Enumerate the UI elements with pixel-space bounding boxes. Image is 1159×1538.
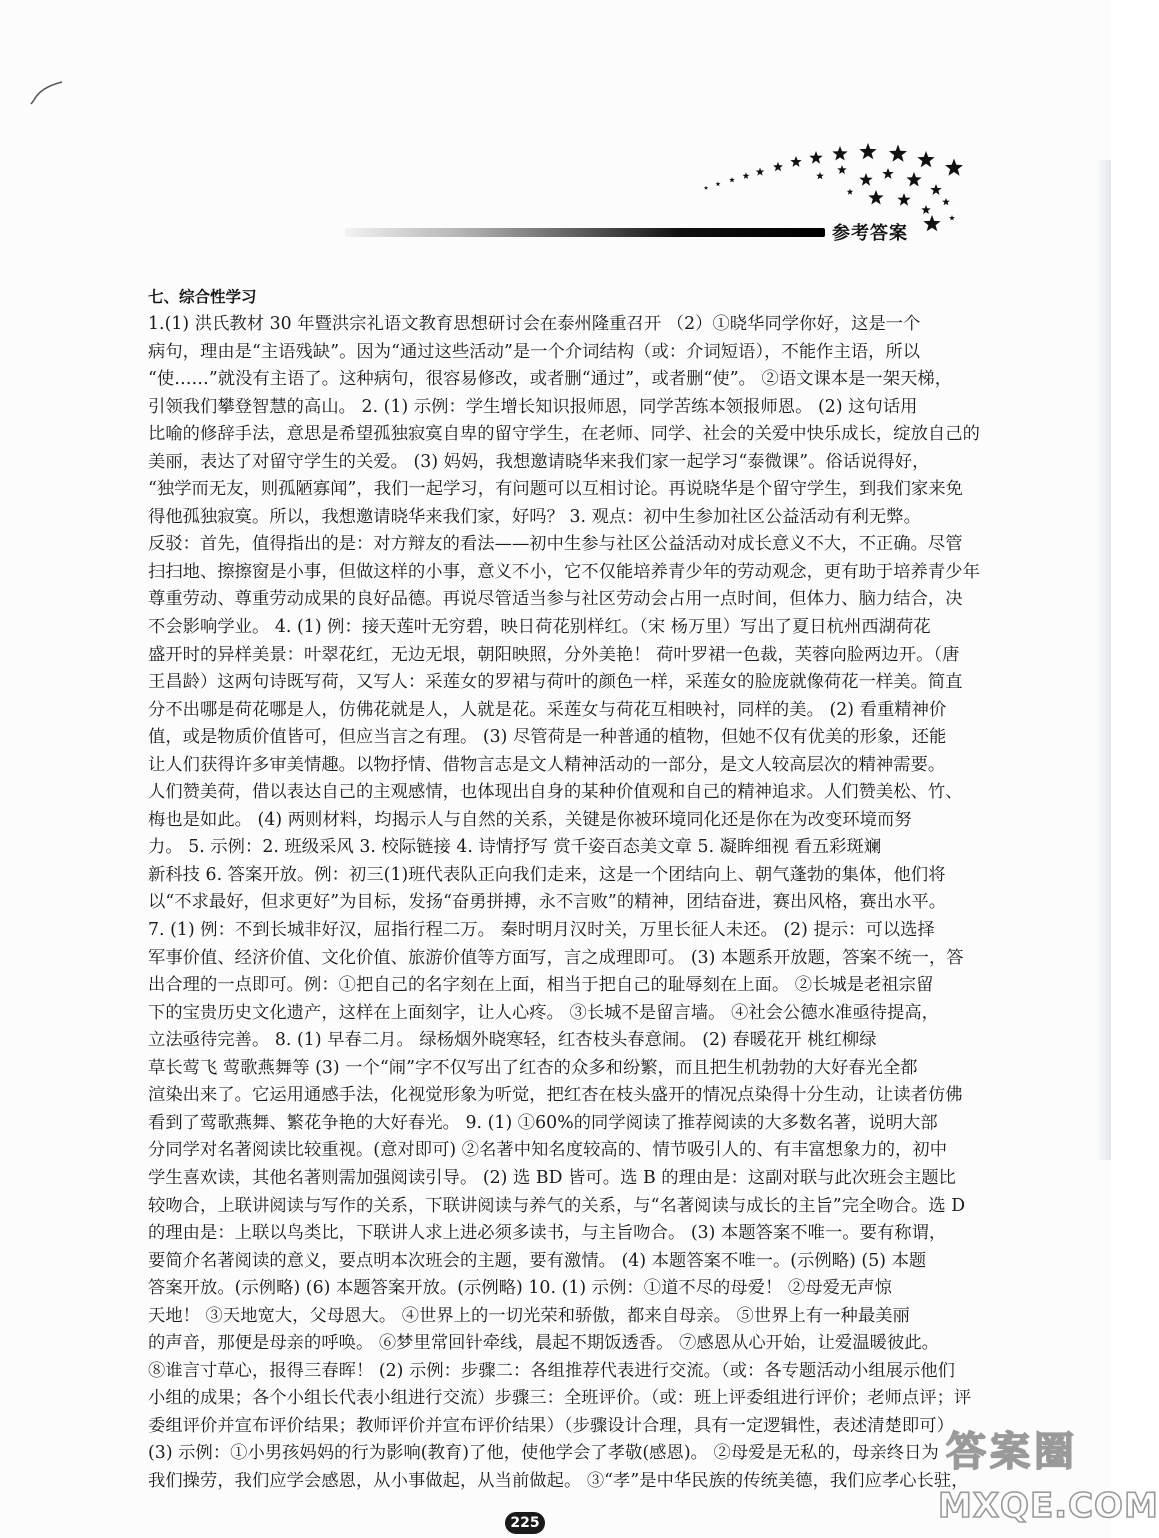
star-shape bbox=[923, 215, 940, 231]
text-line: 美丽，表达了对留守学生的关爱。 (3) 妈妈，我想邀请晓华来我们家一起学习“泰微课”。俗话说得好， bbox=[148, 451, 930, 472]
text-line: 我们操劳，我们应学会感恩，从小事做起，从当前做起。 ③“孝”是中华民族的传统美德，我们应孝心长驻， bbox=[148, 1470, 969, 1491]
star-shape bbox=[949, 215, 955, 220]
answer-body bbox=[148, 311, 980, 1496]
text-line: 人们赞美荷，借以表达自己的主观感情，也体现出自身的某种价值观和自己的精神追求。人们赞美松、竹、 bbox=[148, 782, 963, 803]
text-line: 王昌龄）这两句诗既写荷，又写人：采莲女的罗裙与荷叶的颜色一样，采莲女的脸庞就像荷花一样美。简直 bbox=[148, 672, 963, 693]
star-shape bbox=[816, 172, 824, 179]
text-line: 渲染出来了。它运用通感手法，化视觉形象为听觉，把红杏在枝头盛开的情况点染得十分生动，让读者仿佛 bbox=[148, 1085, 963, 1106]
text-line: 分不出哪是荷花哪是人，仿佛花就是人，人就是花。采莲女与荷花互相映衬，同样的美。 (2) 看重精神价 bbox=[148, 699, 947, 720]
text-line: 反驳：首先，值得指出的是：对方辩友的看法——初中生参与社区公益活动对成长意义不大，不正确。尽管 bbox=[148, 534, 963, 555]
star-shape bbox=[930, 184, 941, 195]
text-line: 扫扫地、擦擦窗是小事，但做这样的小事，意义不小，它不仅能培养青少年的劳动观念，更有助于培养青少年 bbox=[148, 561, 980, 582]
star-shape bbox=[809, 151, 822, 164]
watermark-logo bbox=[938, 1420, 1159, 1535]
text-line: 尊重劳动、尊重劳动成果的良好品德。再说尽管适当参与社区劳动会占用一点时间，但体力、脑力结合，决 bbox=[148, 589, 963, 610]
text-line: 的理由是：上联以鸟类比，下联讲人求上进必须多读书，与主旨吻合。 (3) 本题答案不唯一。要有称谓， bbox=[148, 1223, 947, 1244]
text-line: ⑧谁言寸草心，报得三春晖！ (2) 示例：步骤二：各组推荐代表进行交流。（或：各专题活动小组展示他们 bbox=[148, 1360, 955, 1381]
text-line: 军事价值、经济价值、文化价值、旅游价值等方面写，言之成理即可。 (3) 本题系开放题，答案不统一，答 bbox=[148, 947, 964, 968]
text-line: 看到了莺歌燕舞、繁花争艳的大好春光。 9. (1) ①60%的同学阅读了推荐阅读的大多数名著，说明大部 bbox=[148, 1112, 938, 1133]
star-shape bbox=[897, 193, 910, 206]
text-line: 值，或是物质价值皆可，但应当言之有理。 (3) 尽管荷是一种普通的植物，但她不仅有优美的形象，还能 bbox=[148, 727, 947, 748]
star-shape bbox=[729, 177, 735, 182]
text-line: (3) 示例：①小男孩妈妈的行为影响(教育)了他，使他学会了孝敬(感恩)。 ②母爱是无私的，母亲终日为 bbox=[148, 1443, 939, 1464]
page-number-badge: 225 bbox=[505, 1512, 545, 1534]
text-line: 小组的成果；各个小组长代表小组进行交流）步骤三：全班评价。（或：班上评委组进行评价；老师点评；评 bbox=[148, 1388, 972, 1409]
text-line: “独学而无友，则孤陋寡闻”，我们一起学习，有问题可以互相讨论。再说晓华是个留守学生，到我们家来免 bbox=[148, 479, 964, 500]
pen-stroke-mark bbox=[28, 78, 68, 108]
watermark-text-bottom: MXQE.COM bbox=[938, 1486, 1159, 1526]
star-shape bbox=[756, 168, 764, 176]
text-line: 力。 5. 示例：2. 班级采风 3. 校际链接 4. 诗情抒写 赏千姿百态美文章 5. 凝眸细视 看五彩斑斓 bbox=[148, 837, 882, 858]
text-line: 学生喜欢读，其他名著则需加强阅读引导。 (2) 选 BD 皆可。选 B 的理由是：这副对联与此次班会主题比 bbox=[148, 1167, 956, 1188]
text-line: 比喻的修辞手法，意思是希望孤独寂寞自卑的留守学生，在老师、同学、社会的关爱中快乐成长，绽放自己的 bbox=[148, 424, 980, 445]
text-line: 的声音，那便是母亲的呼唤。 ⑥梦里常回针牵线，晨起不期饭透香。 ⑦感恩从心开始，让爱温暖彼此。 bbox=[148, 1333, 939, 1354]
text-line: 下的宝贵历史文化遗产，这样在上面刻字，让人心疼。 ③长城不是留言墙。 ④社会公德水准亟待提高， bbox=[148, 1002, 939, 1023]
text-line: 新科技 6. 答案开放。例：初三(1)班代表队正向我们走来，这是一个团结向上、朝气蓬勃的集体，他们将 bbox=[148, 864, 946, 885]
star-shape bbox=[743, 172, 750, 179]
text-line: 盛开时的异样美景：叶翠花红，无边无垠，朝阳映照，分外美艳！ 荷叶罗裙一色裁，芙蓉向脸两边开。（唐 bbox=[148, 644, 960, 665]
section-title: 七、综合性学习 bbox=[148, 288, 257, 306]
star-shape bbox=[847, 189, 853, 195]
text-line: 以“不求最好，但求更好”为目标，发扬“奋勇拼搏，永不言败”的精神，团结奋进，赛出风格，赛出水平。 bbox=[148, 892, 947, 913]
star-shape bbox=[889, 145, 907, 162]
text-line: 分同学对名著阅读比较重视。(意对即可) ②名著中知名度较高的、情节吸引人的、有丰富想象力的，初中 bbox=[148, 1140, 948, 1161]
text-line: 要简介名著阅读的意义，要点明本次班会的主题，要有激情。 (4) 本题答案不唯一。(示例略) (5) 本题 bbox=[148, 1250, 927, 1271]
text-line: 1.(1) 洪氏教材 30 年暨洪宗礼语文教育思想研讨会在泰州隆重召开 （2）①晓华同学你好，这是一个 bbox=[148, 314, 921, 334]
scan-edge-shadow bbox=[1096, 160, 1111, 1160]
star-shape bbox=[790, 156, 801, 167]
star-shape bbox=[773, 162, 783, 171]
text-line: 病句，理由是“主语残缺”。因为“通过这些活动”是一个介词结构（或：介词短语），不能作主语，所以 bbox=[148, 341, 921, 362]
star-shape bbox=[837, 165, 847, 174]
star-shape bbox=[859, 173, 872, 186]
text-line: 引领我们攀登智慧的高山。 2. (1) 示例：学生增长知识报师恩，同学苦练本领报师恩。 (2) 这句话用 bbox=[148, 396, 918, 417]
star-shape bbox=[906, 172, 921, 187]
star-shape bbox=[832, 146, 847, 161]
star-shape bbox=[859, 143, 876, 159]
star-shape bbox=[882, 168, 893, 179]
text-line: 得他孤独寂寞。所以，我想邀请晓华来我们家，好吗？ 3. 观点：初中生参加社区公益活动有利无弊。 bbox=[148, 506, 921, 527]
text-line: 天地！ ③天地宽大，父母恩大。 ④世界上的一切光荣和骄傲，都来自母亲。 ⑤世界上有一种最美丽 bbox=[148, 1305, 910, 1326]
text-line: 委组评价并宣布评价结果；教师评价并宣布评价结果）（步骤设计合理，具有一定逻辑性，表述清楚即可） bbox=[148, 1415, 954, 1436]
star-shape bbox=[945, 159, 963, 176]
text-line: 不会影响学业。 4. (1) 例：接天莲叶无穷碧，映日荷花别样红。（宋 杨万里）写出了夏日杭州西湖荷花 bbox=[148, 617, 931, 638]
star-shape bbox=[868, 190, 883, 205]
text-line: 答案开放。(示例略) (6) 本题答案开放。(示例略) 10. (1) 示例：①道不尽的母爱！ ②母爱无声惊 bbox=[148, 1278, 892, 1299]
text-line: 草长莺飞 莺歌燕舞等 (3) 一个“闹”字不仅写出了红杏的众多和纷繁，而且把生机勃勃的大好春光全都 bbox=[148, 1057, 918, 1078]
text-line: “使……”就没有主语了。这种病句，很容易修改，或者删“通过”，或者删“使”。 ②语文课本是一架天梯， bbox=[148, 369, 953, 390]
header-rule bbox=[345, 228, 825, 237]
header-title: 参考答案 bbox=[832, 223, 908, 244]
star-shape bbox=[942, 198, 950, 205]
text-line: 出合理的一点即可。例：①把自己的名字刻在上面，相当于把自己的耻辱刻在上面。 ②长城是老祖宗留 bbox=[148, 975, 934, 996]
text-line: 让人们获得许多审美情趣。以物抒情、借物言志是文人精神活动的一部分，是文人较高层次的精神需要。 bbox=[148, 754, 946, 775]
star-shape bbox=[716, 181, 721, 186]
text-line: 立法亟待完善。 8. (1) 早春二月。 绿杨烟外晓寒轻，红杏枝头春意闹。 (2) 春暖花开 桃红柳绿 bbox=[148, 1030, 877, 1051]
text-line: 7. (1) 例：不到长城非好汉，屈指行程二万。 秦时明月汉时关，万里长征人未还。 (2) 提示：可以选择 bbox=[148, 920, 935, 941]
star-shape bbox=[704, 186, 708, 190]
text-line: 梅也是如此。 (4) 两则材料，均揭示人与自然的关系，关键是你被环境同化还是你在为改变环境而努 bbox=[148, 809, 912, 830]
star-shape bbox=[917, 151, 934, 167]
text-line: 较吻合，上联讲阅读与写作的关系，下联讲阅读与养气的关系，与“名著阅读与成长的主旨”完全吻合。选 D bbox=[148, 1195, 966, 1216]
watermark-text-top: 答案圈 bbox=[946, 1429, 1078, 1475]
star-shape bbox=[921, 205, 931, 214]
